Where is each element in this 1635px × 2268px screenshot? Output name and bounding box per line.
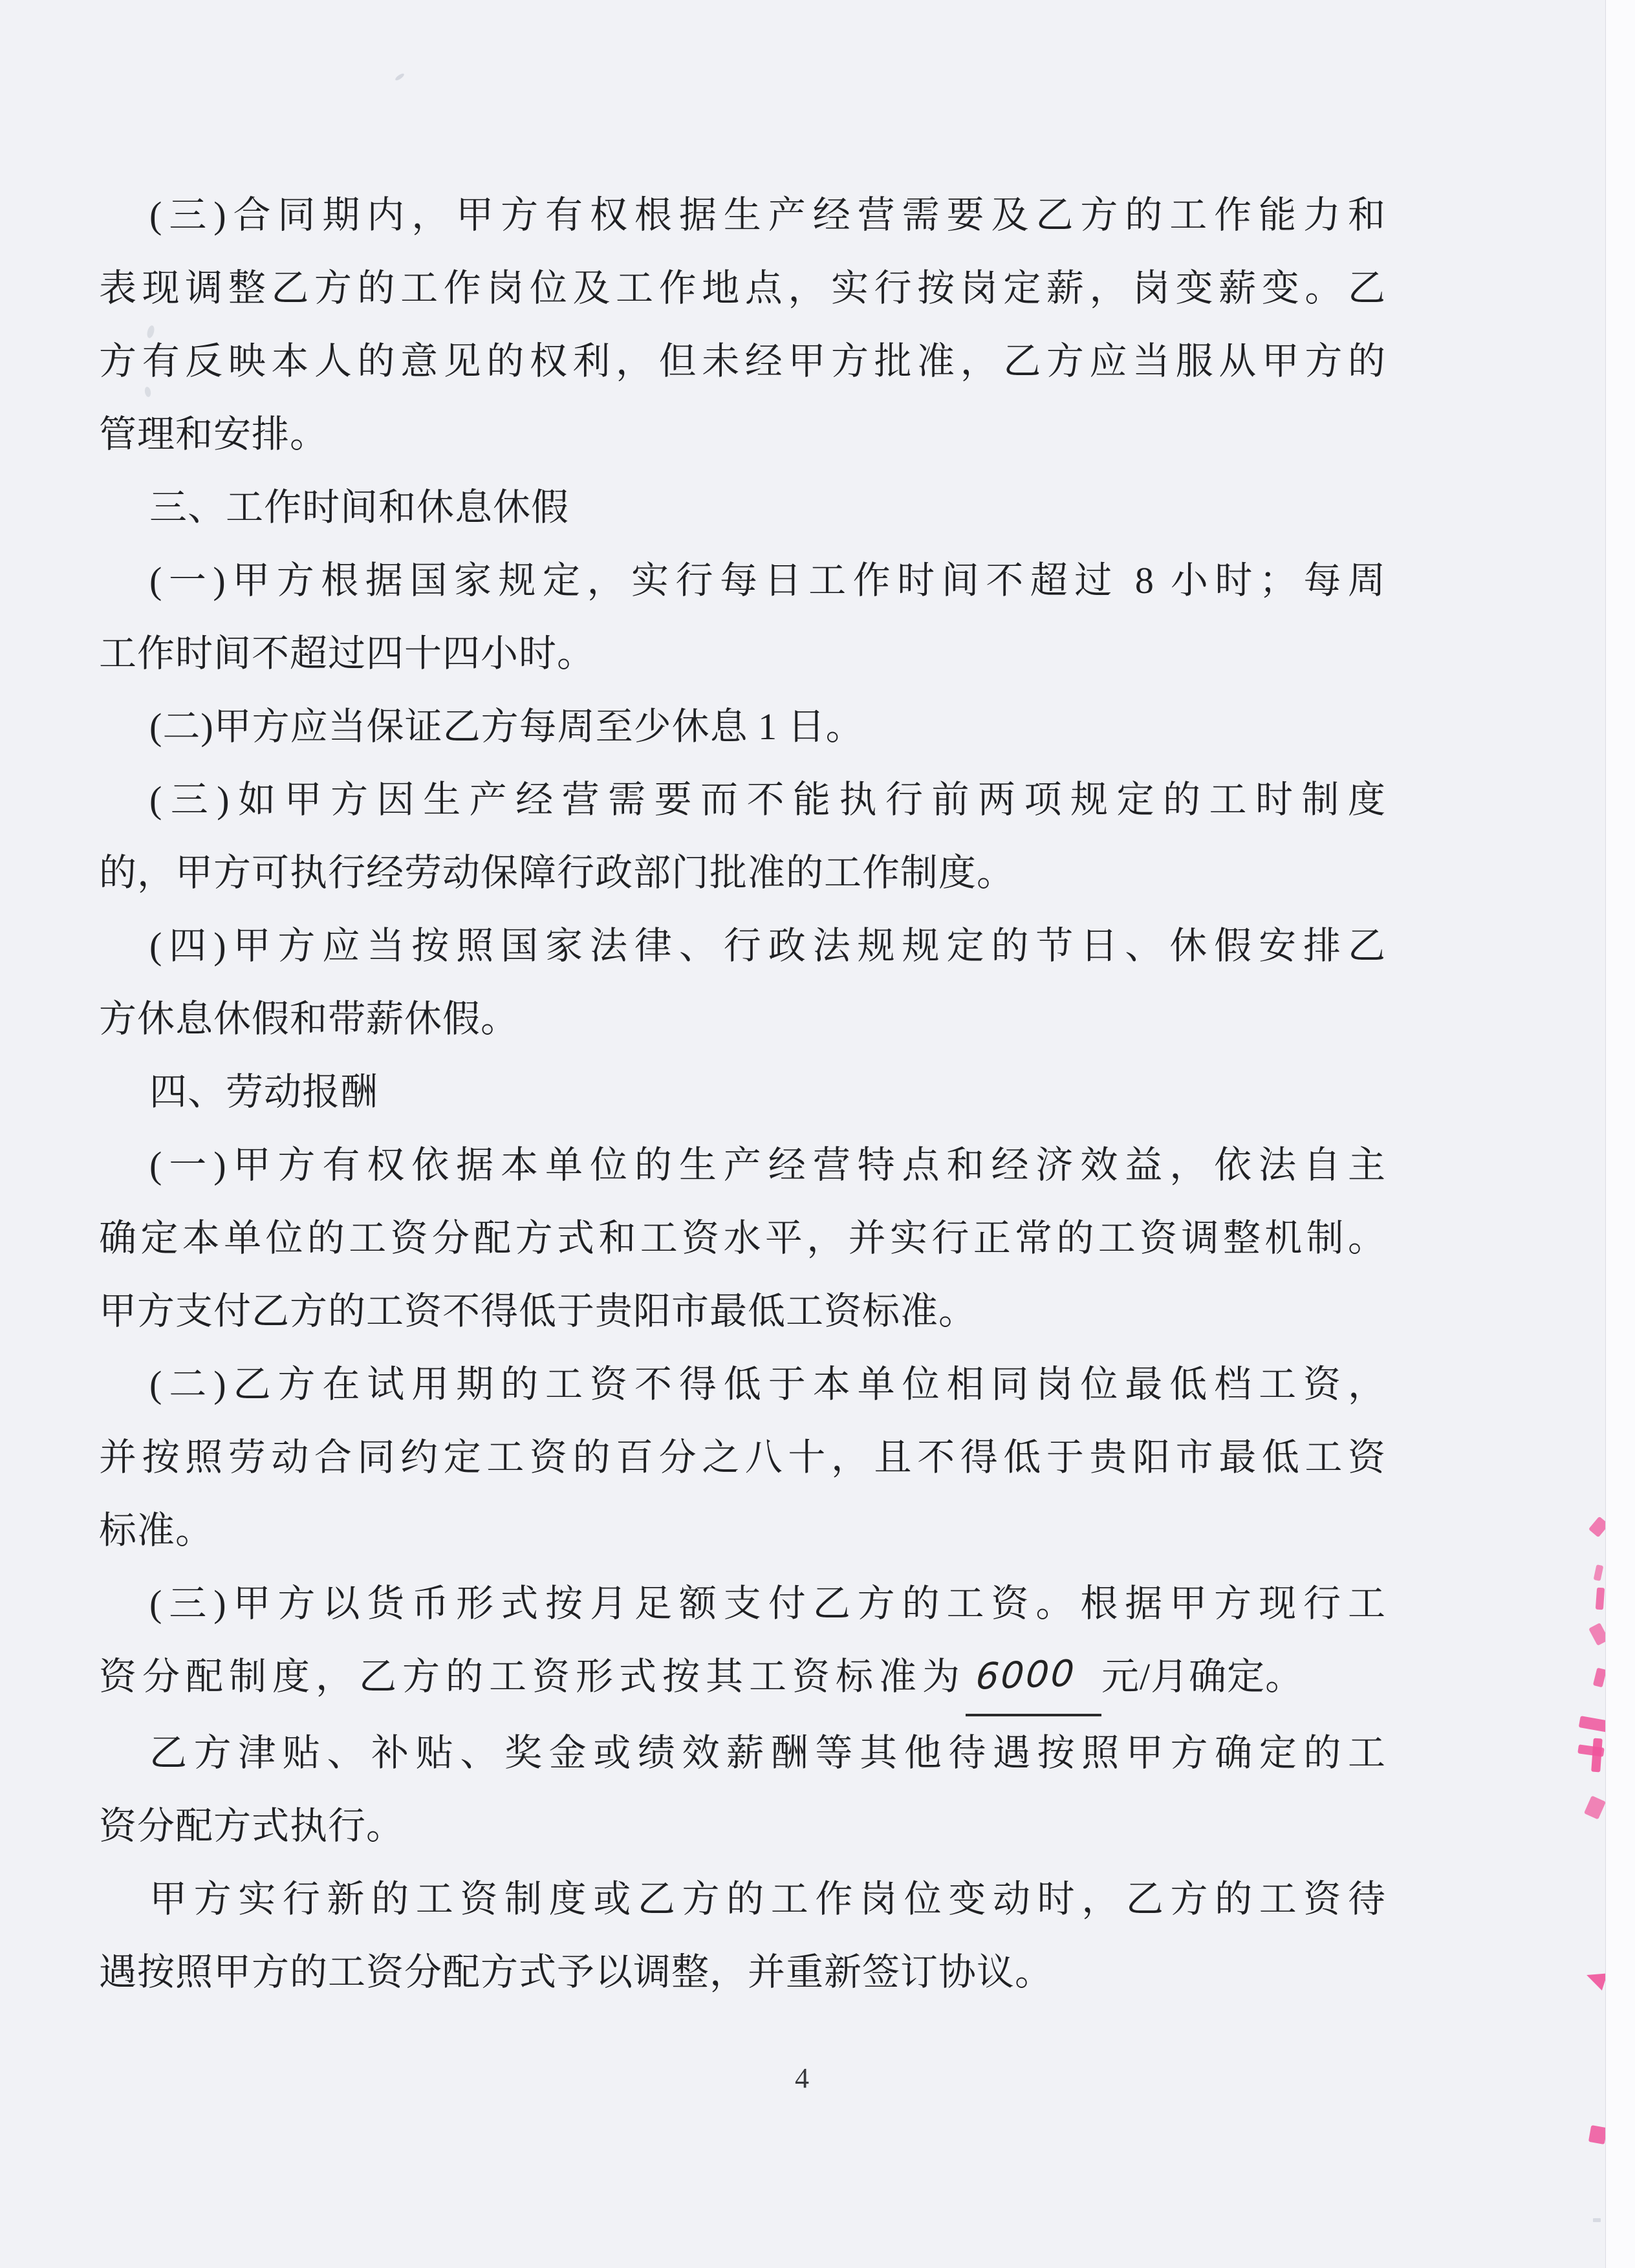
salary-handwritten-value: 6000 bbox=[974, 1652, 1077, 1698]
paper-edge bbox=[1605, 0, 1635, 2268]
contract-line: 资分配方式执行。 bbox=[99, 1805, 405, 1847]
salary-line-suffix: 元/月确定。 bbox=[1101, 1656, 1304, 1698]
contract-line: (一)甲方根据国家规定，实行每日工作时间不超过 8 小时；每周 bbox=[149, 559, 1386, 601]
stamp-fragment bbox=[1594, 1564, 1604, 1581]
contract-line-salary bbox=[99, 1640, 1386, 1716]
contract-line: 确定本单位的工资分配方式和工资水平，并实行正常的工资调整机制。 bbox=[99, 1217, 1386, 1259]
stamp-fragment bbox=[1583, 1967, 1607, 1991]
salary-line-prefix: 资分配制度，乙方的工资形式按其工资标准为 bbox=[99, 1656, 966, 1698]
contract-line: (一)甲方有权依据本单位的生产经营特点和经济效益，依法自主 bbox=[149, 1144, 1386, 1186]
contract-line: 方休息休假和带薪休假。 bbox=[99, 998, 519, 1040]
section-heading-work-hours: 三、工作时间和休息休假 bbox=[149, 486, 570, 528]
scan-smudge bbox=[395, 72, 406, 81]
stamp-fragment bbox=[1588, 2125, 1607, 2144]
contract-line: (二)甲方应当保证乙方每周至少休息 1 日。 bbox=[149, 706, 864, 748]
contract-line: 表现调整乙方的工作岗位及工作地点，实行按岗定薪，岗变薪变。乙 bbox=[99, 267, 1386, 309]
contract-text-block bbox=[99, 178, 1386, 2009]
salary-blank-underline bbox=[966, 1640, 1101, 1716]
stamp-fragment bbox=[1593, 1668, 1607, 1688]
contract-line: 工作时间不超过四十四小时。 bbox=[99, 632, 596, 675]
stamp-fragment bbox=[1591, 1738, 1603, 1773]
contract-line: (四)甲方应当按照国家法律、行政法规规定的节日、休假安排乙 bbox=[149, 925, 1386, 967]
scan-smudge bbox=[1593, 2218, 1601, 2222]
contract-line: 甲方支付乙方的工资不得低于贵阳市最低工资标准。 bbox=[99, 1290, 977, 1332]
stamp-fragment bbox=[1584, 1795, 1606, 1819]
contract-line: (三)合同期内，甲方有权根据生产经营需要及乙方的工作能力和 bbox=[149, 194, 1386, 236]
contract-line: 的，甲方可执行经劳动保障行政部门批准的工作制度。 bbox=[99, 852, 1015, 894]
stamp-fragment bbox=[1596, 1588, 1605, 1610]
contract-line: 甲方实行新的工资制度或乙方的工作岗位变动时，乙方的工资待 bbox=[149, 1878, 1386, 1920]
contract-line: (二)乙方在试用期的工资不得低于本单位相同岗位最低档工资， bbox=[149, 1363, 1386, 1405]
contract-line: 方有反映本人的意见的权利，但未经甲方批准，乙方应当服从甲方的 bbox=[99, 340, 1386, 382]
page-number: 4 bbox=[795, 2062, 809, 2094]
contract-line: 标准。 bbox=[99, 1509, 214, 1551]
contract-line: (三)甲方以货币形式按月足额支付乙方的工资。根据甲方现行工 bbox=[149, 1582, 1386, 1625]
contract-line: 管理和安排。 bbox=[99, 413, 329, 455]
contract-line: 并按照劳动合同约定工资的百分之八十，且不得低于贵阳市最低工资 bbox=[99, 1436, 1386, 1478]
contract-line: 乙方津贴、补贴、奖金或绩效薪酬等其他待遇按照甲方确定的工 bbox=[149, 1732, 1386, 1774]
contract-line: (三)如甲方因生产经营需要而不能执行前两项规定的工时制度 bbox=[149, 779, 1386, 821]
section-heading-labor-pay: 四、劳动报酬 bbox=[149, 1071, 379, 1113]
contract-line: 遇按照甲方的工资分配方式予以调整，并重新签订协议。 bbox=[99, 1951, 1054, 1993]
